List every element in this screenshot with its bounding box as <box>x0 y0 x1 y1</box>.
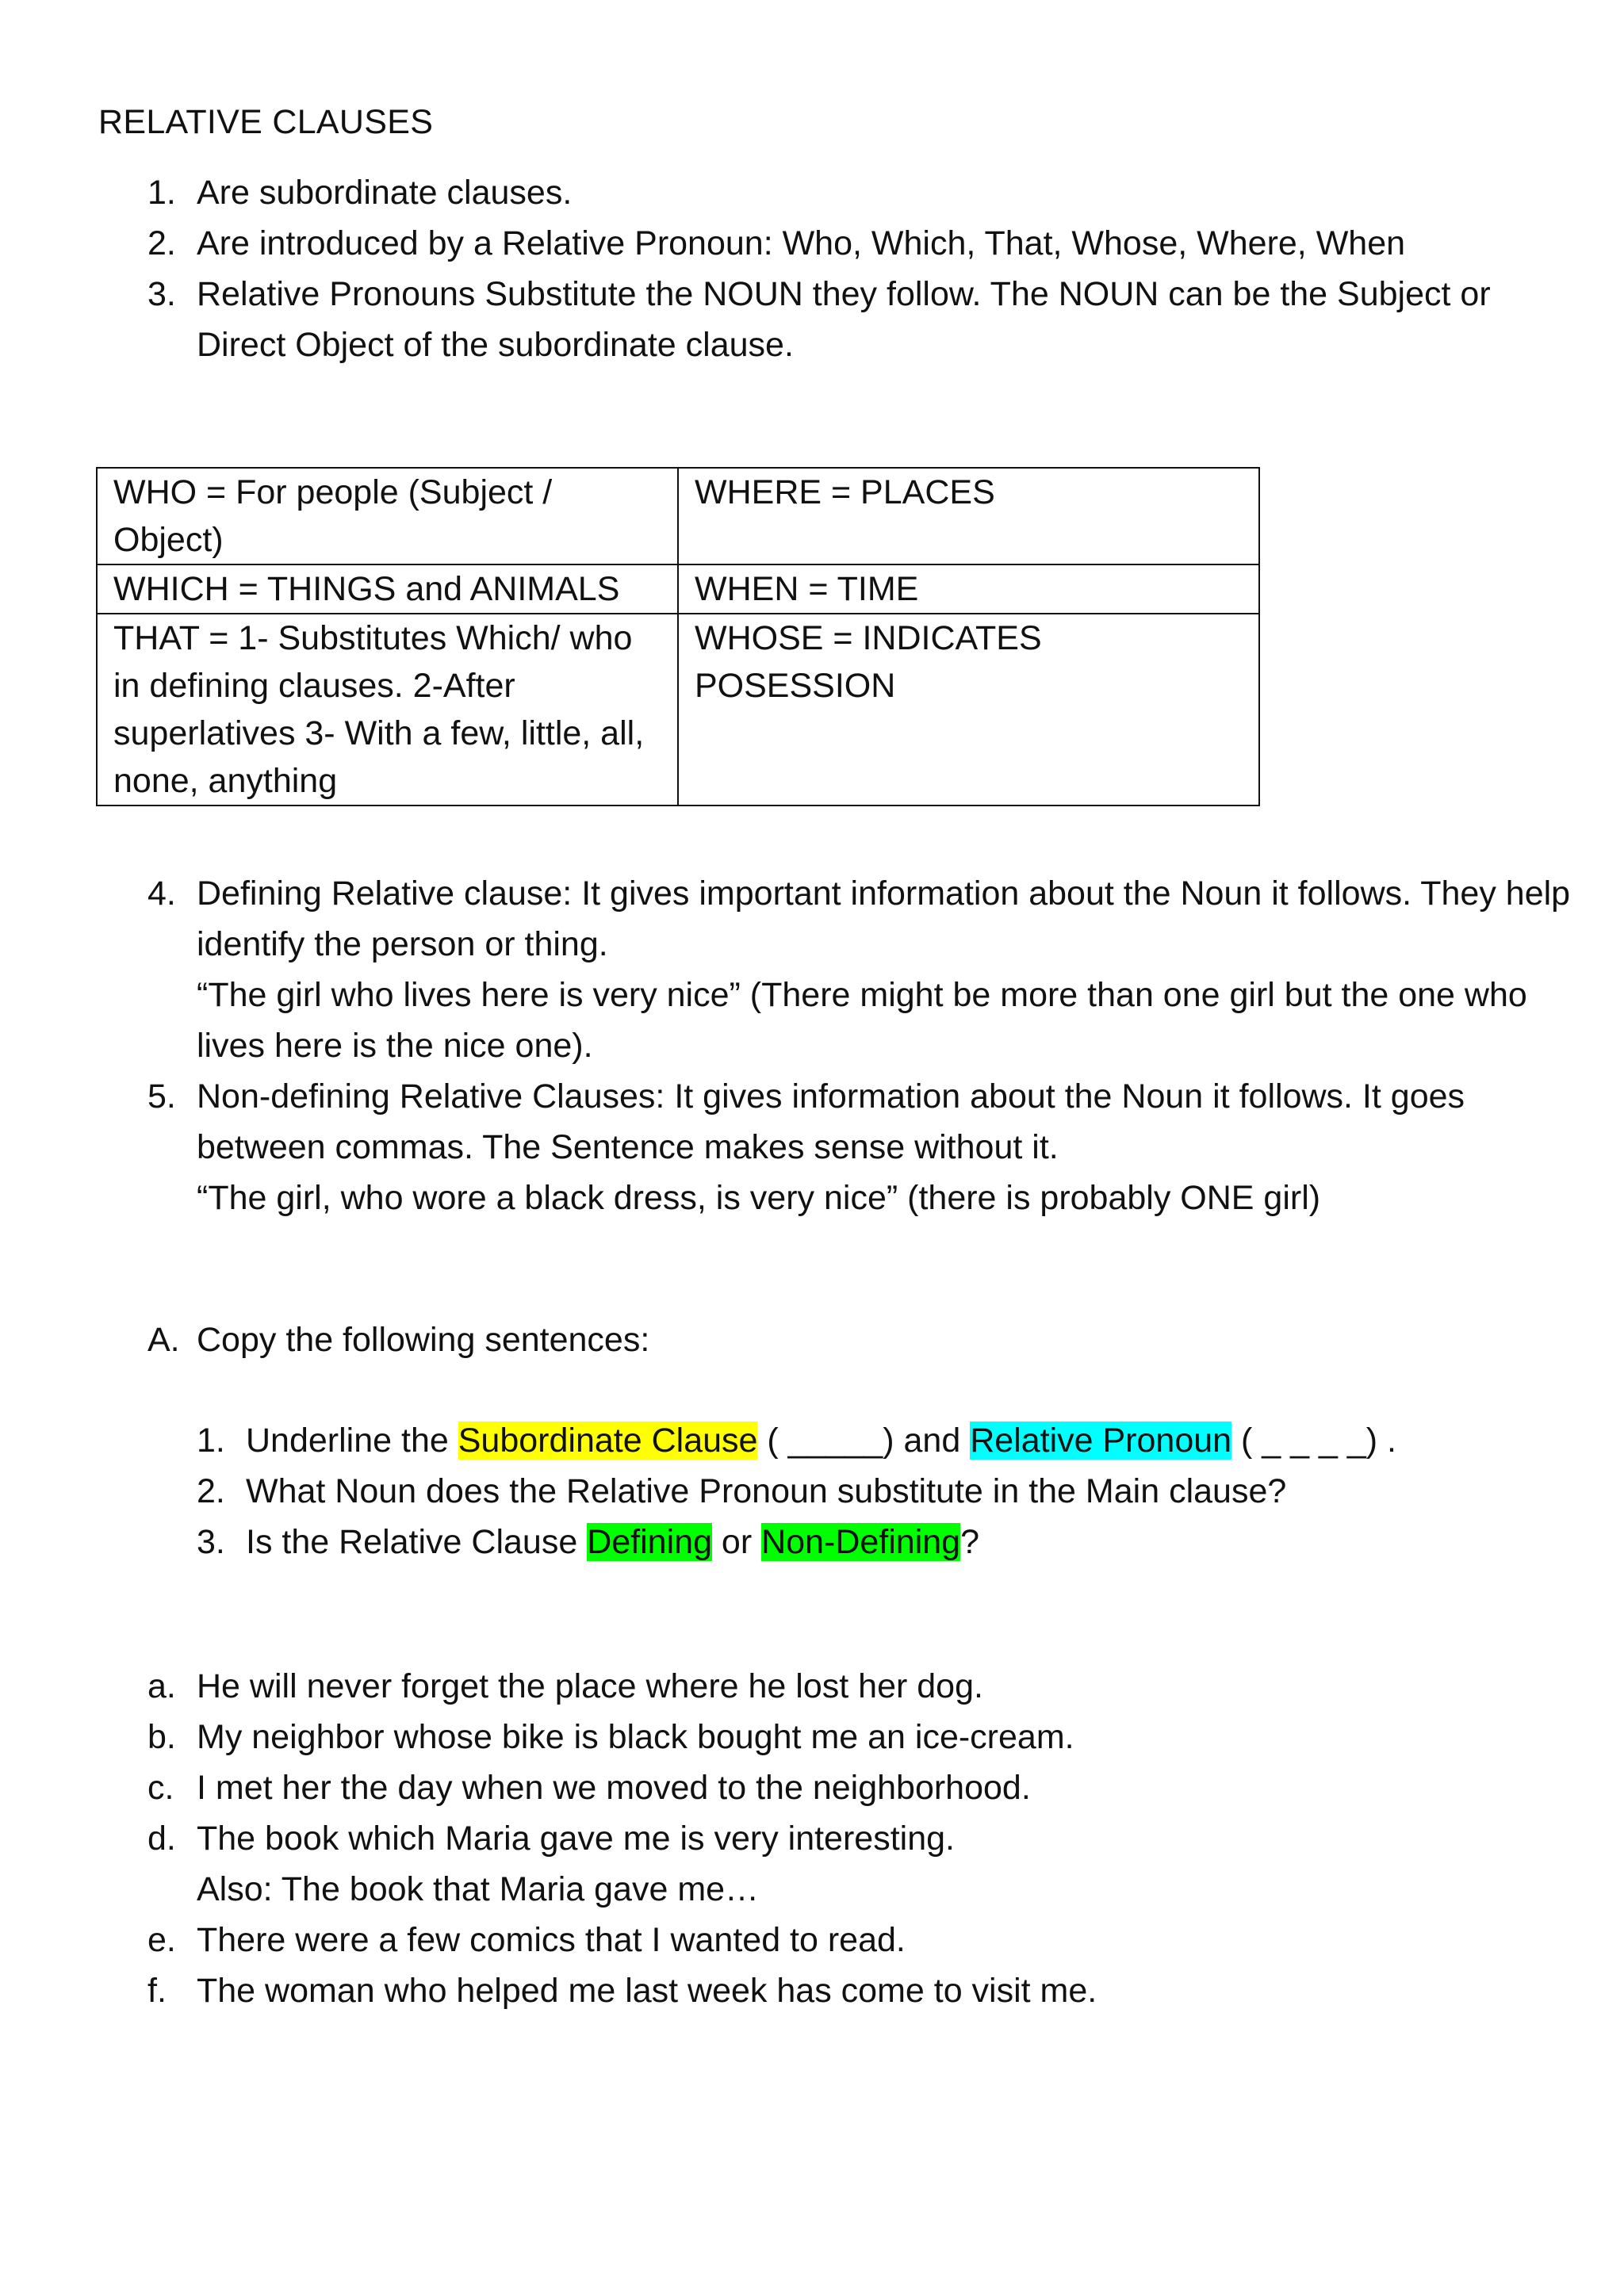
instruction-item <box>98 1466 1573 1517</box>
list-item <box>98 868 1573 1071</box>
list-marker: b. <box>147 1718 176 1756</box>
instruction-text: ? <box>960 1523 980 1561</box>
list-marker: d. <box>147 1820 176 1858</box>
relative-pronoun-table <box>96 467 1260 806</box>
sentence-text: The book which Maria gave me is very interesting. <box>197 1820 955 1858</box>
list-marker: 3. <box>147 275 176 313</box>
list-marker: 1. <box>197 1422 225 1460</box>
sentence-item <box>98 1813 1573 1915</box>
list-item <box>98 167 1573 218</box>
list-marker: 2. <box>147 224 176 262</box>
list-marker: 2. <box>197 1472 225 1510</box>
instruction-text: ( _ _ _ _) . <box>1231 1422 1396 1460</box>
instruction-text: Underline the <box>246 1422 458 1460</box>
example-text: “The girl, who wore a black dress, is very nice” (there is probably ONE girl) <box>197 1179 1321 1217</box>
list-item <box>98 269 1573 370</box>
instruction-text: ( _____) and <box>757 1422 971 1460</box>
list-item <box>98 218 1573 269</box>
page-title: RELATIVE CLAUSES <box>98 103 434 141</box>
list-item-text: Are introduced by a Relative Pronoun: Who, Which, That, Whose, Where, When <box>197 224 1406 262</box>
sentence-alt-text: Also: The book that Maria gave me… <box>197 1870 760 1908</box>
list-marker: 4. <box>147 874 176 913</box>
sentence-text: He will never forget the place where he lost her dog. <box>197 1667 983 1705</box>
list-marker: c. <box>147 1769 174 1807</box>
table-cell: THAT = 1- Substitutes Which/ who in defining clauses. 2-After superlatives 3- With a few, little, all, none, anything <box>97 614 678 806</box>
sentence-text: My neighbor whose bike is black bought me an ice-cream. <box>197 1718 1074 1756</box>
definition-text: Defining Relative clause: It gives important information about the Noun it follows. They help identify the person or thing. <box>197 874 1571 963</box>
instruction-text: Is the Relative Clause <box>246 1523 588 1561</box>
instruction-item <box>98 1415 1573 1466</box>
sentence-item <box>98 1762 1573 1813</box>
sentence-text: The woman who helped me last week has come to visit me. <box>197 1972 1097 2010</box>
sentence-text: There were a few comics that I wanted to read. <box>197 1921 906 1959</box>
list-marker: f. <box>147 1972 167 2010</box>
clause-types-list <box>98 868 1573 1223</box>
table-cell: WHEN = TIME <box>678 564 1259 614</box>
list-item-text: Relative Pronouns Substitute the NOUN they follow. The NOUN can be the Subject or Direct Object of the subordinate clause. <box>197 275 1491 364</box>
table-cell: WHERE = PLACES <box>678 468 1259 564</box>
list-marker: a. <box>147 1667 176 1705</box>
sentences-list <box>98 1661 1573 2016</box>
sentence-text: I met her the day when we moved to the neighborhood. <box>197 1769 1031 1807</box>
instruction-item <box>98 1517 1573 1567</box>
defining-highlight: Defining <box>587 1523 712 1561</box>
list-item <box>98 1071 1573 1223</box>
relative-pronoun-highlight: Relative Pronoun <box>970 1422 1232 1460</box>
exercise-heading-text: Copy the following sentences: <box>197 1321 650 1359</box>
sentence-item <box>98 1965 1573 2016</box>
exercise-heading <box>98 1314 1573 1365</box>
list-marker: 5. <box>147 1077 176 1115</box>
intro-list <box>98 167 1573 370</box>
table-row <box>97 564 1259 614</box>
table-cell: WHO = For people (Subject / Object) <box>97 468 678 564</box>
sentence-item <box>98 1661 1573 1712</box>
definition-text: Non-defining Relative Clauses: It gives information about the Noun it follows. It goes between commas. The Sentence makes sense without it. <box>197 1077 1465 1166</box>
list-marker: 1. <box>147 174 176 212</box>
instruction-text: or <box>711 1523 762 1561</box>
sentence-item <box>98 1712 1573 1762</box>
table-row <box>97 614 1259 806</box>
instructions-list <box>98 1415 1573 1567</box>
list-marker: 3. <box>197 1523 225 1561</box>
instruction-text: What Noun does the Relative Pronoun substitute in the Main clause? <box>246 1472 1287 1510</box>
sentence-item <box>98 1915 1573 1965</box>
list-marker: A. <box>147 1321 180 1359</box>
table-cell: WHOSE = INDICATES POSESSION <box>678 614 1259 806</box>
table-row <box>97 468 1259 564</box>
list-marker: e. <box>147 1921 176 1959</box>
non-defining-highlight: Non-Defining <box>761 1523 961 1561</box>
list-item-text: Are subordinate clauses. <box>197 174 573 212</box>
table-cell: WHICH = THINGS and ANIMALS <box>97 564 678 614</box>
example-text: “The girl who lives here is very nice” (There might be more than one girl but the one who lives here is the nice one). <box>197 976 1527 1065</box>
subordinate-clause-highlight: Subordinate Clause <box>458 1422 758 1460</box>
